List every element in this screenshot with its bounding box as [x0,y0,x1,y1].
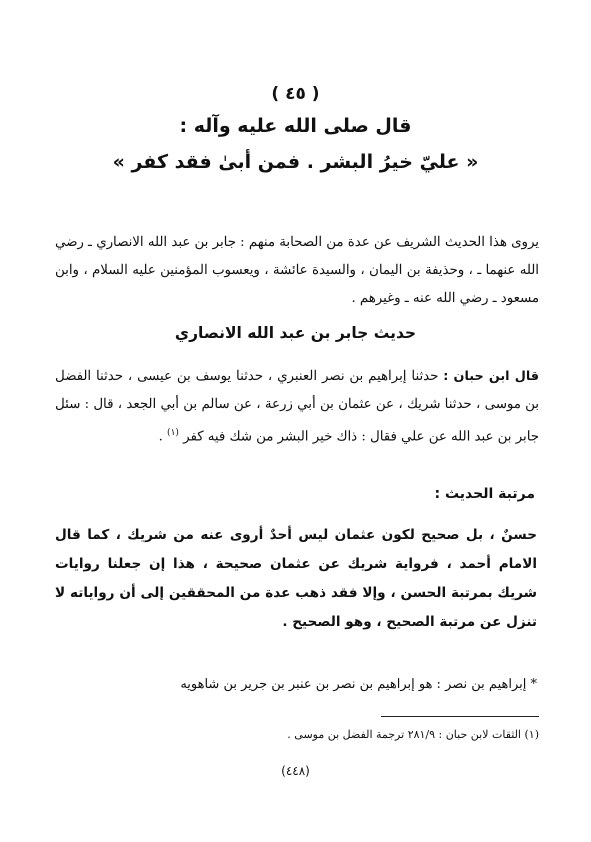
narration-ending: . [158,429,168,445]
narration-lead: قال ابن حبان : [443,369,540,384]
narration-paragraph [55,363,539,451]
narration-text: حدثنا إبراهيم بن نصر العنبري ، حدثنا يوسف بن عيسى ، حدثنا الفضل بن موسى ، حدثنا شريك ، عن عثمان بن أبي زرعة ، عن سالم بن أبي الجعد ، قال : سئل جابر بن عبد الله عن علي فقال : ذاك خير البشر من شك فيه كفر [55,369,539,445]
footnote-text: (١) الثقات لابن حبان : ٢٨١/٩ ترجمة الفضل بن موسى . [287,728,539,741]
hadith-number: ( ٤٥ ) [271,84,320,104]
footnote-divider [381,716,539,717]
grading-label: مرتبة الحديث : [434,486,535,502]
hadith-title-line1: قال صلى الله عليه وآله : [179,115,412,137]
footnote-reference[interactable]: (١) [167,428,179,438]
grading-paragraph: حسنٌ ، بل صحيح لكون عثمان ليس أحدٌ أروى عنه من شريك ، كما قال الامام أحمد ، فرواية شريك عن عثمان صحيحة ، هذا إن جعلنا روايات شريك بمرتبة الحسن ، وإلا فقد ذهب عدة من المحققين إلى أن رواياته لا تنزل عن مرتبة الصحيح ، وهو الصحيح . [55,527,537,630]
page-number: (٤٤٨) [281,764,310,778]
hadith-title-line2: « عليّ خيرُ البشر . فمن أبىٰ فقد كفر » [112,151,479,173]
section-subheading: حديث جابر بن عبد الله الانصاري [174,324,417,342]
intro-paragraph: يروى هذا الحديث الشريف عن عدة من الصحابة منهم : جابر بن عبد الله الانصاري ـ رضي الله عنهما ـ ، وحذيفة بن اليمان ، والسيدة عائشة ، ويعسوب المؤمنين عليه السلام ، وابن مسعود ـ رضي الله عنه ـ وغيرهم . [55,235,539,306]
narrator-note: * إبراهيم بن نصر : هو إبراهيم بن نصر بن عنبر بن جرير بن شاهويه [180,677,537,692]
